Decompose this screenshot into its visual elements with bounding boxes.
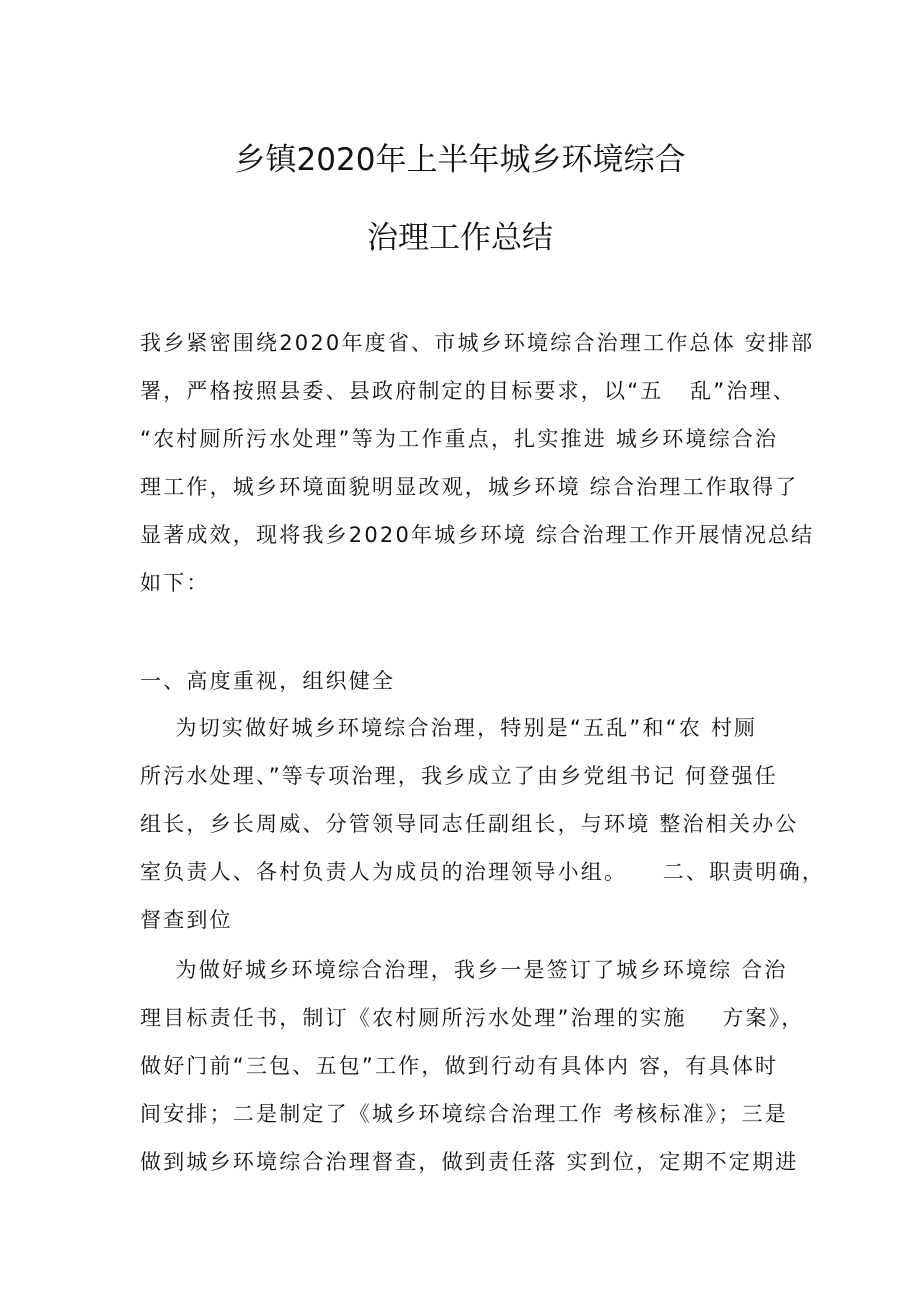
section-2-paragraph-line: 为做好城乡环境综合治理，我乡一是签订了城乡环境综 合治 — [140, 958, 788, 982]
section-1-paragraph-line: 室负责人、各村负责人为成员的治理领导小组。 二、职责明确， — [140, 860, 826, 884]
section-1-paragraph-line: 为切实做好城乡环境综合治理，特别是“五乱”和“农 村厕 — [140, 716, 758, 740]
document-title-line-1: 乡镇2020年上半年城乡环境综合 — [234, 142, 686, 178]
intro-paragraph-line: “农村厕所污水处理”等为工作重点，扎实推进 城乡环境综合治 — [140, 427, 779, 451]
document-title-line-2: 治理工作总结 — [367, 220, 553, 256]
section-1-heading: 一、高度重视，组织健全 — [140, 669, 396, 693]
intro-paragraph-line: 我乡紧密围绕2020年度省、市城乡环境综合治理工作总体 安排部 — [140, 331, 815, 355]
intro-paragraph-line: 署，严格按照县委、县政府制定的目标要求，以“五 乱”治理、 — [140, 379, 796, 403]
intro-paragraph-line: 理工作，城乡环境面貌明显改观，城乡环境 综合治理工作取得了 — [140, 475, 799, 499]
section-2-paragraph-line: 做好门前“三包、五包”工作，做到行动有具体内 容，有具体时 — [140, 1054, 779, 1078]
section-1-paragraph-line: 所污水处理、”等专项治理，我乡成立了由乡党组书记 何登强任 — [140, 764, 778, 788]
section-1-paragraph-line: 组长，乡长周威、分管领导同志任副组长，与环境 整治相关办公 — [140, 812, 799, 836]
section-2-paragraph-line: 间安排；二是制定了《城乡环境综合治理工作 考核标准》；三是 — [140, 1102, 788, 1126]
section-1-paragraph-line: 督查到位 — [140, 908, 233, 932]
intro-paragraph-line: 如下： — [140, 571, 210, 595]
intro-paragraph-line: 显著成效，现将我乡2020年城乡环境 综合治理工作开展情况总结 — [140, 523, 815, 547]
section-2-paragraph-line: 理目标责任书，制订《农村厕所污水处理”治理的实施 方案》， — [140, 1006, 805, 1030]
section-2-paragraph-line: 做到城乡环境综合治理督查，做到责任落 实到位，定期不定期进 — [140, 1150, 799, 1174]
